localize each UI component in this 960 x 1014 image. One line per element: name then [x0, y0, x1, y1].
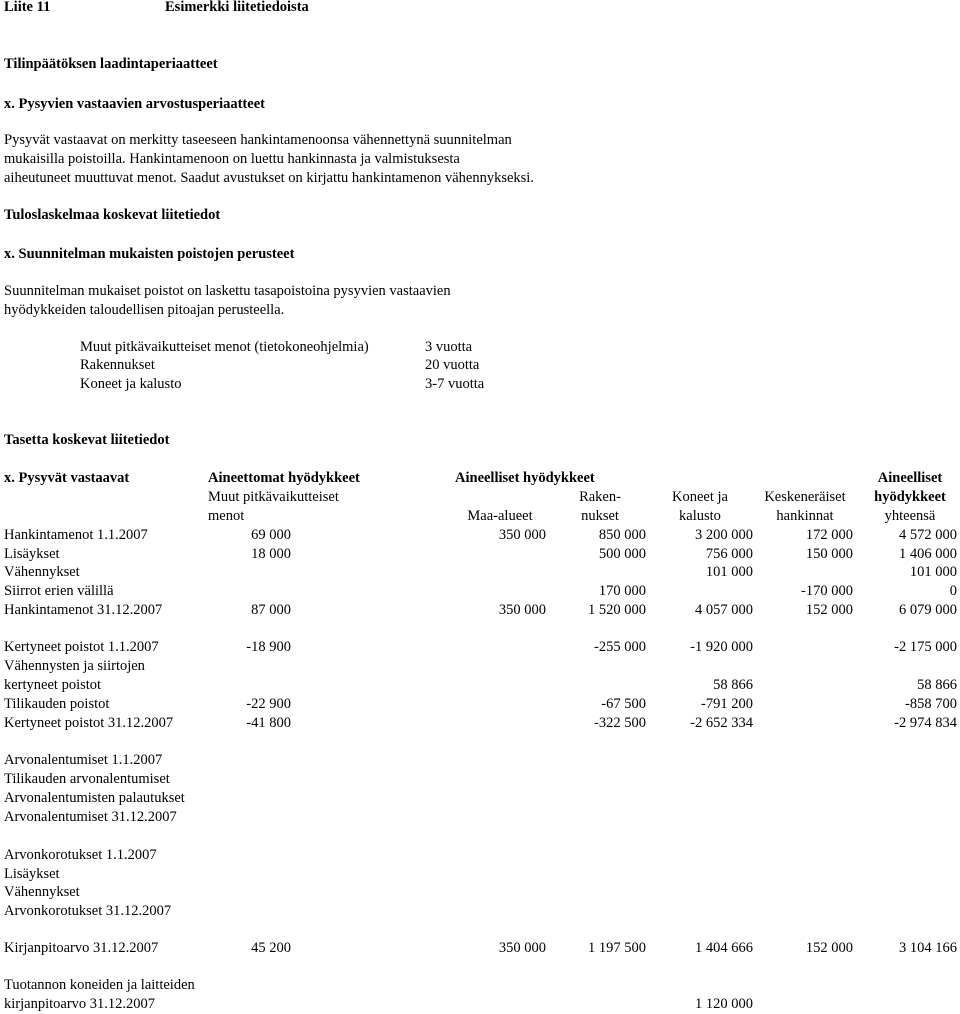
table-cell: 1 406 000 — [899, 546, 957, 562]
table-title: x. Pysyvät vastaavat — [4, 470, 130, 486]
col-head-buildings: Raken- — [579, 489, 621, 505]
balance-heading: Tasetta koskevat liitetiedot — [4, 432, 170, 448]
col-head-construction: hankinnat — [776, 508, 834, 524]
table-cell: 350 000 — [498, 940, 546, 956]
table-cell: 756 000 — [705, 546, 753, 562]
row-label: Arvonalentumisten palautukset — [4, 790, 185, 806]
row-label: Vähennykset — [4, 564, 80, 580]
table-cell: 172 000 — [805, 527, 853, 543]
row-label: Tuotannon koneiden ja laitteiden — [4, 977, 195, 993]
row-label: Vähennykset — [4, 884, 80, 900]
row-label: Tilikauden arvonalentumiset — [4, 771, 170, 787]
col-total-head: yhteensä — [884, 508, 936, 524]
table-cell: 152 000 — [805, 940, 853, 956]
table-cell: 170 000 — [598, 583, 646, 599]
table-cell: -791 200 — [701, 696, 753, 712]
table-cell: 69 000 — [251, 527, 291, 543]
table-cell: 6 079 000 — [899, 602, 957, 618]
principles-heading: Tilinpäätöksen laadintaperiaatteet — [4, 56, 218, 72]
table-cell: -18 900 — [246, 639, 291, 655]
table-cell: -255 000 — [594, 639, 646, 655]
table-cell: 4 572 000 — [899, 527, 957, 543]
table-cell: 87 000 — [251, 602, 291, 618]
period-label: Muut pitkävaikutteiset menot (tietokoneohjelmia) — [80, 339, 369, 355]
table-cell: 1 197 500 — [588, 940, 646, 956]
row-label: Arvonalentumiset 1.1.2007 — [4, 752, 163, 768]
page-title: Esimerkki liitetiedoista — [165, 0, 309, 15]
row-label: Arvonalentumiset 31.12.2007 — [4, 809, 177, 825]
income-subheading: x. Suunnitelman mukaisten poistojen perusteet — [4, 246, 295, 262]
col-total-head: hyödykkeet — [874, 489, 946, 505]
period-value: 20 vuotta — [425, 357, 480, 373]
income-paragraph-line: hyödykkeiden taloudellisen pitoajan perusteella. — [4, 302, 285, 318]
table-cell: 3 104 166 — [899, 940, 957, 956]
period-label: Koneet ja kalusto — [80, 376, 182, 392]
principles-paragraph-line: Pysyvät vastaavat on merkitty taseeseen hankintamenoonsa vähennettynä suunnitelman — [4, 132, 512, 148]
group-tangible: Aineelliset hyödykkeet — [455, 470, 595, 486]
table-cell: 58 866 — [917, 677, 957, 693]
period-value: 3 vuotta — [425, 339, 473, 355]
table-cell: 18 000 — [251, 546, 291, 562]
row-label: Hankintamenot 1.1.2007 — [4, 527, 148, 543]
row-label: kirjanpitoarvo 31.12.2007 — [4, 996, 156, 1012]
table-cell: -322 500 — [594, 715, 646, 731]
row-label: Arvonkorotukset 31.12.2007 — [4, 903, 172, 919]
col-head-construction: Keskeneräiset — [764, 489, 846, 505]
row-label: Siirrot erien välillä — [4, 583, 114, 599]
table-cell: 58 866 — [713, 677, 753, 693]
row-label: Arvonkorotukset 1.1.2007 — [4, 847, 157, 863]
row-label: Vähennysten ja siirtojen — [4, 658, 145, 674]
table-cell: 850 000 — [598, 527, 646, 543]
table-cell: -67 500 — [601, 696, 646, 712]
table-cell: 152 000 — [805, 602, 853, 618]
col-head-buildings: nukset — [581, 508, 619, 524]
period-label: Rakennukset — [80, 357, 155, 373]
row-label: Kertyneet poistot 31.12.2007 — [4, 715, 174, 731]
table-cell: -858 700 — [905, 696, 957, 712]
col-head-machinery: Koneet ja — [672, 489, 728, 505]
table-cell: 101 000 — [705, 564, 753, 580]
table-cell: 350 000 — [498, 602, 546, 618]
table-cell: 101 000 — [909, 564, 957, 580]
table-cell: -2 175 000 — [894, 639, 957, 655]
row-label: Lisäykset — [4, 546, 60, 562]
table-cell: 1 120 000 — [695, 996, 753, 1012]
table-cell: 150 000 — [805, 546, 853, 562]
row-label: kertyneet poistot — [4, 677, 102, 693]
income-paragraph-line: Suunnitelman mukaiset poistot on laskettu tasapoistoina pysyvien vastaavien — [4, 283, 451, 299]
table-cell: -170 000 — [801, 583, 853, 599]
row-label: Hankintamenot 31.12.2007 — [4, 602, 163, 618]
group-intangible: Aineettomat hyödykkeet — [208, 470, 360, 486]
table-cell: -2 652 334 — [690, 715, 753, 731]
table-cell: -2 974 834 — [894, 715, 957, 731]
table-cell: 1 520 000 — [588, 602, 646, 618]
principles-paragraph-line: mukaisilla poistoilla. Hankintamenoon on luettu hankinnasta ja valmistuksesta — [4, 151, 460, 167]
table-cell: -41 800 — [246, 715, 291, 731]
row-label: Tilikauden poistot — [4, 696, 110, 712]
appendix-number: Liite 11 — [4, 0, 51, 15]
period-value: 3-7 vuotta — [425, 376, 485, 392]
table-cell: 350 000 — [498, 527, 546, 543]
table-cell: -22 900 — [246, 696, 291, 712]
table-cell: 0 — [949, 583, 957, 599]
row-label: Kertyneet poistot 1.1.2007 — [4, 639, 159, 655]
col-head-land: Maa-alueet — [467, 508, 533, 524]
table-cell: 4 057 000 — [695, 602, 753, 618]
table-cell: 1 404 666 — [695, 940, 753, 956]
row-label: Kirjanpitoarvo 31.12.2007 — [4, 940, 159, 956]
principles-subheading: x. Pysyvien vastaavien arvostusperiaatteet — [4, 96, 265, 112]
table-cell: 45 200 — [251, 940, 291, 956]
table-cell: -1 920 000 — [690, 639, 753, 655]
table-cell: 3 200 000 — [695, 527, 753, 543]
col-head-intangible: menot — [208, 508, 245, 524]
principles-paragraph-line: aiheutuneet muuttuvat menot. Saadut avustukset on kirjattu hankintamenon vähennykseksi. — [4, 170, 534, 186]
col-total-head: Aineelliset — [877, 470, 943, 486]
income-heading: Tuloslaskelmaa koskevat liitetiedot — [4, 207, 221, 223]
table-cell: 500 000 — [598, 546, 646, 562]
row-label: Lisäykset — [4, 866, 60, 882]
col-head-machinery: kalusto — [679, 508, 721, 524]
col-head-intangible: Muut pitkävaikutteiset — [208, 489, 339, 505]
